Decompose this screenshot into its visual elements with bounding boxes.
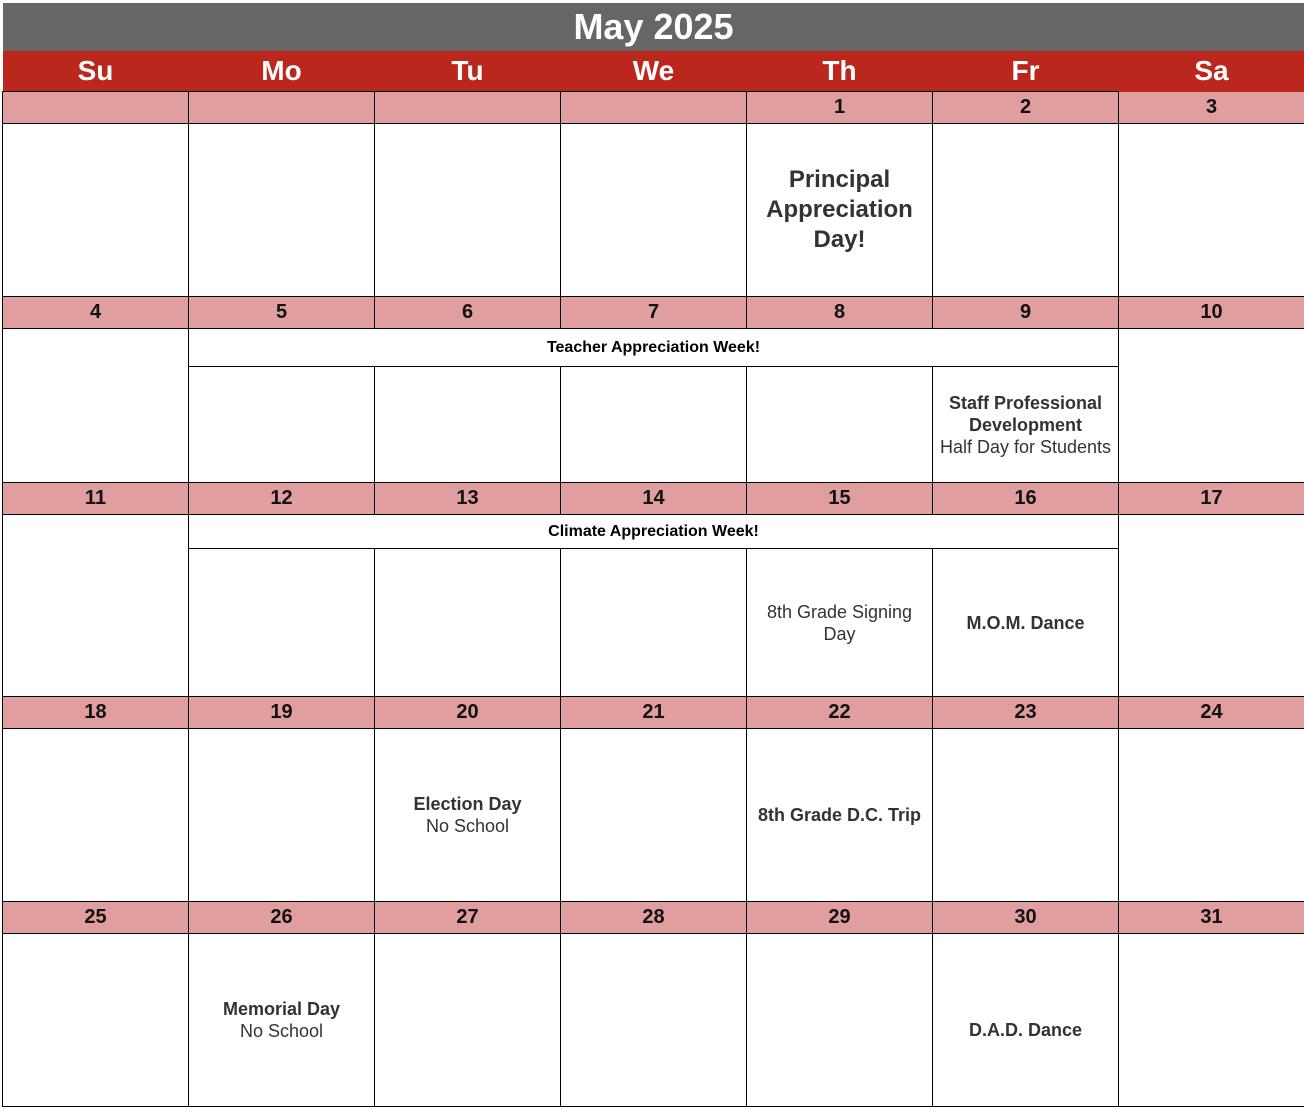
date-cell: 24 bbox=[1119, 697, 1304, 729]
day-cell bbox=[3, 124, 189, 297]
week-5-dates bbox=[3, 902, 1304, 934]
week-3-banner-row bbox=[3, 515, 1304, 549]
dow-wednesday: We bbox=[561, 51, 747, 92]
week-banner: Climate Appreciation Week! bbox=[189, 515, 1119, 549]
event-title: Election Day bbox=[413, 794, 522, 814]
date-cell bbox=[189, 92, 375, 124]
date-cell: 13 bbox=[375, 483, 561, 515]
week-4-dates bbox=[3, 697, 1304, 729]
dow-monday: Mo bbox=[189, 51, 375, 92]
date-cell: 12 bbox=[189, 483, 375, 515]
date-cell: 2 bbox=[933, 92, 1119, 124]
calendar-grid bbox=[2, 3, 1304, 1107]
date-cell: 3 bbox=[1119, 92, 1304, 124]
week-4-events bbox=[3, 729, 1304, 902]
dow-friday: Fr bbox=[933, 51, 1119, 92]
dow-saturday: Sa bbox=[1119, 51, 1304, 92]
week-2-dates bbox=[3, 297, 1304, 329]
day-cell bbox=[933, 367, 1119, 483]
date-cell: 16 bbox=[933, 483, 1119, 515]
date-cell: 9 bbox=[933, 297, 1119, 329]
day-cell bbox=[933, 124, 1119, 297]
event-dad-dance: D.A.D. Dance bbox=[968, 1020, 1083, 1040]
day-cell bbox=[375, 124, 561, 297]
title-row bbox=[3, 3, 1304, 51]
week-1-events bbox=[3, 124, 1304, 297]
event-note: No School bbox=[239, 1021, 324, 1041]
week-2-banner-row bbox=[3, 329, 1304, 367]
date-cell: 18 bbox=[3, 697, 189, 729]
dow-sunday: Su bbox=[3, 51, 189, 92]
date-cell: 14 bbox=[561, 483, 747, 515]
date-cell: 26 bbox=[189, 902, 375, 934]
date-cell: 1 bbox=[747, 92, 933, 124]
day-cell bbox=[1119, 124, 1304, 297]
day-cell bbox=[933, 934, 1119, 1107]
date-cell: 6 bbox=[375, 297, 561, 329]
week-banner: Teacher Appreciation Week! bbox=[189, 329, 1119, 367]
date-cell bbox=[375, 92, 561, 124]
day-cell bbox=[3, 515, 189, 697]
day-cell bbox=[747, 124, 933, 297]
date-cell: 27 bbox=[375, 902, 561, 934]
day-cell bbox=[375, 729, 561, 902]
event-title: Memorial Day bbox=[222, 999, 341, 1019]
day-cell bbox=[1119, 515, 1304, 697]
day-cell bbox=[189, 124, 375, 297]
day-cell bbox=[933, 729, 1119, 902]
day-cell bbox=[561, 934, 747, 1107]
dow-tuesday: Tu bbox=[375, 51, 561, 92]
week-1-dates bbox=[3, 92, 1304, 124]
date-cell: 5 bbox=[189, 297, 375, 329]
event-principal-appreciation: Principal Appreciation Day! bbox=[766, 166, 913, 253]
dow-thursday: Th bbox=[747, 51, 933, 92]
day-cell bbox=[1119, 329, 1304, 483]
date-cell: 22 bbox=[747, 697, 933, 729]
day-cell bbox=[1119, 934, 1304, 1107]
day-cell bbox=[3, 329, 189, 483]
date-cell: 19 bbox=[189, 697, 375, 729]
day-cell bbox=[561, 729, 747, 902]
day-cell bbox=[561, 367, 747, 483]
date-cell: 25 bbox=[3, 902, 189, 934]
day-cell bbox=[375, 549, 561, 697]
date-cell: 7 bbox=[561, 297, 747, 329]
date-cell bbox=[561, 92, 747, 124]
week-3-dates bbox=[3, 483, 1304, 515]
day-cell bbox=[189, 549, 375, 697]
week-5-events bbox=[3, 934, 1304, 1107]
day-cell bbox=[3, 729, 189, 902]
day-cell bbox=[1119, 729, 1304, 902]
event-note: Half Day for Students bbox=[939, 436, 1112, 457]
day-of-week-header bbox=[3, 51, 1304, 92]
day-cell bbox=[747, 729, 933, 902]
date-cell: 31 bbox=[1119, 902, 1304, 934]
date-cell: 23 bbox=[933, 697, 1119, 729]
day-cell bbox=[3, 934, 189, 1107]
date-cell: 10 bbox=[1119, 297, 1304, 329]
week-2-events bbox=[3, 367, 1304, 483]
week-3-events bbox=[3, 549, 1304, 697]
date-cell: 28 bbox=[561, 902, 747, 934]
date-cell: 29 bbox=[747, 902, 933, 934]
date-cell: 8 bbox=[747, 297, 933, 329]
day-cell bbox=[189, 367, 375, 483]
date-cell: 20 bbox=[375, 697, 561, 729]
date-cell bbox=[3, 92, 189, 124]
month-title: May 2025 bbox=[3, 3, 1304, 51]
day-cell bbox=[747, 367, 933, 483]
event-signing-day: 8th Grade Signing Day bbox=[766, 601, 913, 644]
day-cell bbox=[561, 124, 747, 297]
day-cell bbox=[189, 934, 375, 1107]
date-cell: 4 bbox=[3, 297, 189, 329]
day-cell bbox=[561, 549, 747, 697]
event-mom-dance: M.O.M. Dance bbox=[966, 612, 1085, 633]
event-note: No School bbox=[425, 816, 510, 836]
day-cell bbox=[933, 549, 1119, 697]
day-cell bbox=[375, 934, 561, 1107]
date-cell: 11 bbox=[3, 483, 189, 515]
date-cell: 30 bbox=[933, 902, 1119, 934]
day-cell bbox=[747, 934, 933, 1107]
day-cell bbox=[747, 549, 933, 697]
event-dc-trip: 8th Grade D.C. Trip bbox=[757, 805, 922, 825]
date-cell: 21 bbox=[561, 697, 747, 729]
date-cell: 17 bbox=[1119, 483, 1304, 515]
event-title: Staff Professional Development bbox=[948, 392, 1103, 435]
day-cell bbox=[375, 367, 561, 483]
date-cell: 15 bbox=[747, 483, 933, 515]
day-cell bbox=[189, 729, 375, 902]
